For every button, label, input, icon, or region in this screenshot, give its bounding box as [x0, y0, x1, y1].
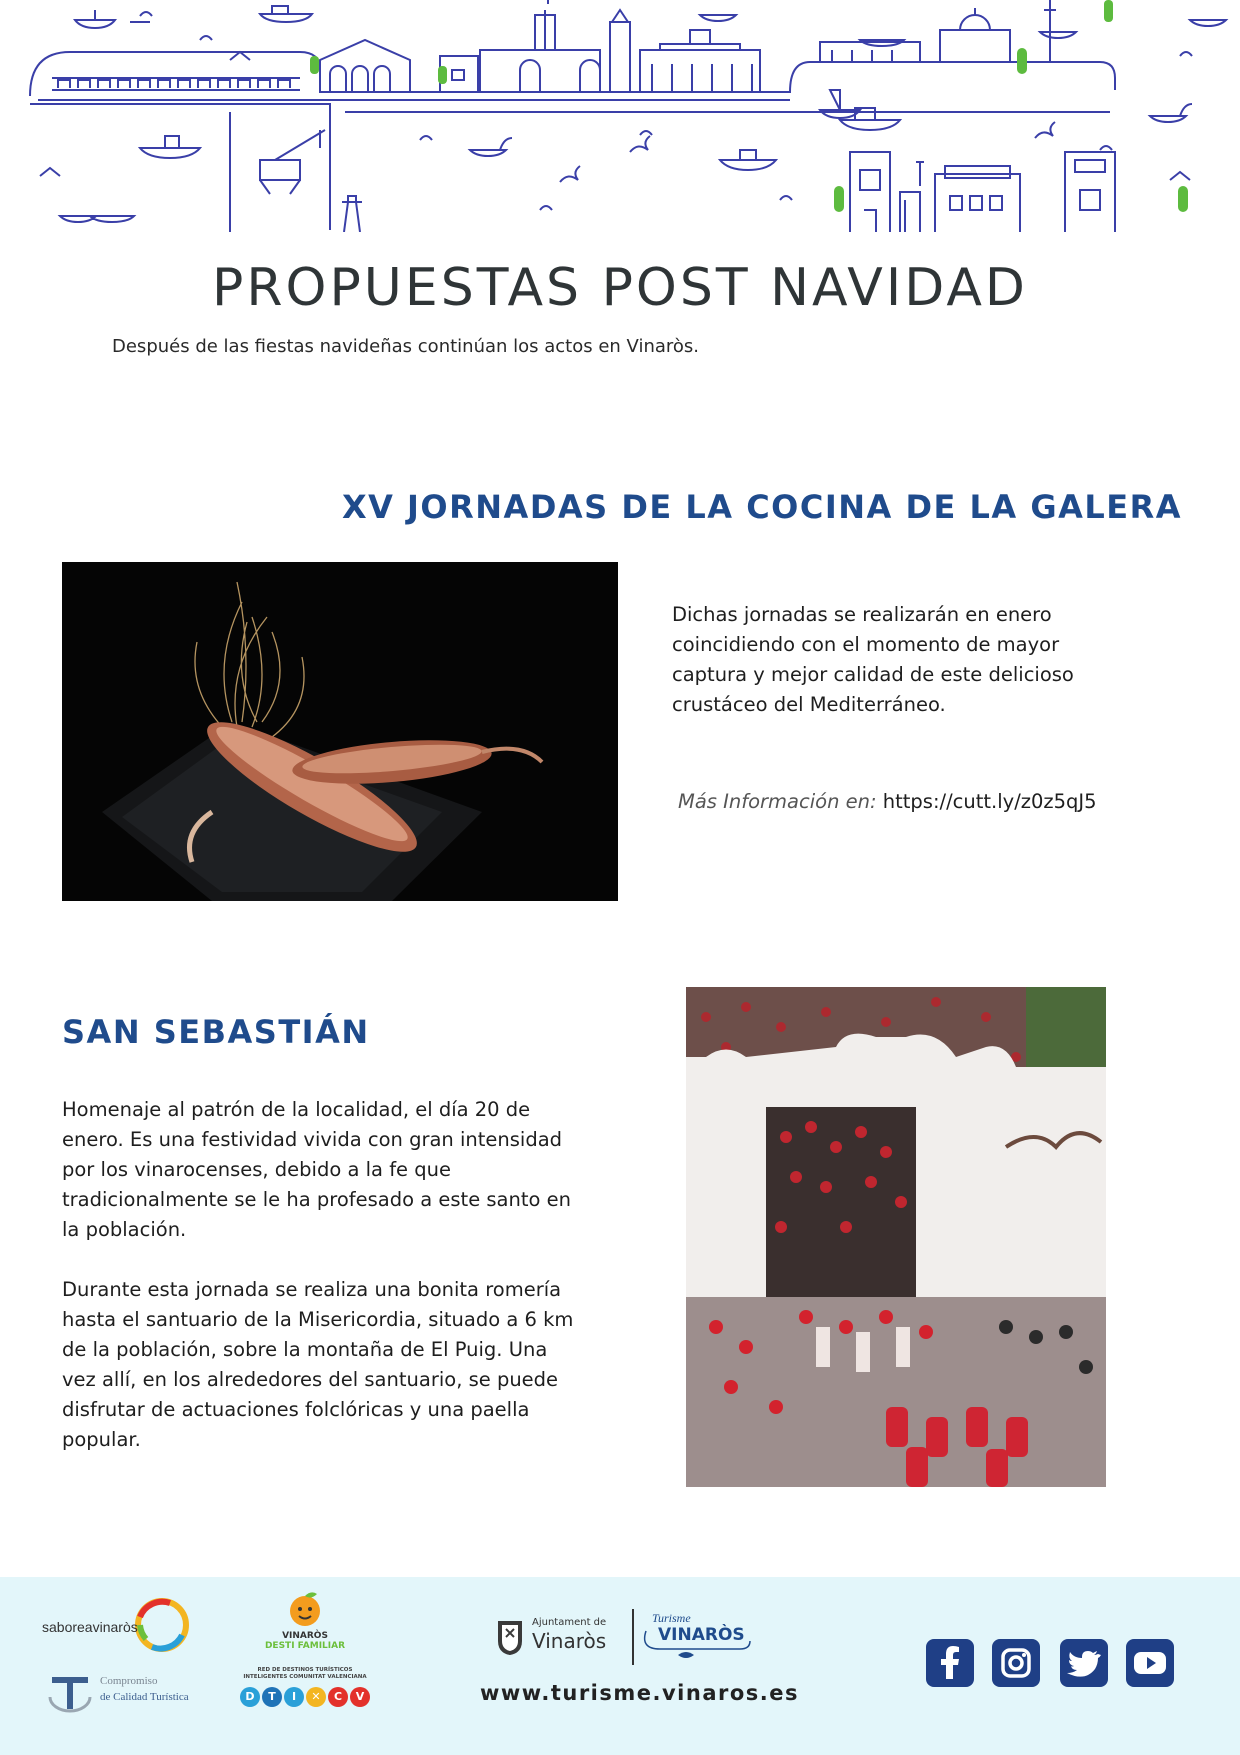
ajuntament-line2: Vinaròs	[532, 1629, 607, 1653]
desti-line2: DESTI FAMILIAR	[264, 1641, 346, 1651]
ajuntament-vinaros-logo	[496, 1615, 626, 1663]
galera-dish-photo	[62, 562, 618, 901]
turisme-line2: VINARÒS	[658, 1625, 745, 1645]
sebastian-section-heading: SAN SEBASTIÁN	[62, 1013, 370, 1051]
instagram-icon[interactable]	[992, 1639, 1040, 1687]
dti-letter-i: I	[284, 1687, 304, 1707]
dti-caption: RED DE DESTINOS TURÍSTICOS INTELIGENTES COMUNITAT VALENCIANA	[243, 1667, 367, 1680]
compromiso-calidad-logo	[48, 1673, 208, 1715]
more-info-line	[678, 790, 1097, 813]
dti-letter-v: V	[350, 1687, 370, 1707]
website-url[interactable]: www.turisme.vinaros.es	[480, 1681, 799, 1705]
dti-letter-x: ✕	[306, 1687, 326, 1707]
dti-letters	[230, 1687, 380, 1707]
desti-line1: VINARÒS	[282, 1631, 328, 1641]
page-title: PROPUESTAS POST NAVIDAD	[212, 258, 1028, 318]
more-info-link[interactable]: https://cutt.ly/z0z5qJ5	[882, 790, 1097, 813]
header-city-illustration	[0, 0, 1240, 232]
sebastian-festival-photo	[686, 987, 1106, 1487]
desti-familiar-logo	[240, 1591, 370, 1661]
youtube-icon[interactable]	[1126, 1639, 1174, 1687]
saborea-vinaros-logo	[42, 1595, 192, 1657]
galera-description: Dichas jornadas se realizarán en enero coincidiendo con el momento de mayor captura y mejor calidad de este delicioso crustáceo del Mediterráneo.	[672, 603, 1074, 716]
compromiso-line1: Compromiso	[100, 1675, 158, 1687]
sebastian-paragraph-2: Durante esta jornada se realiza una bonita romería hasta el santuario de la Misericordia, situado a 6 km de la población, sobre la montaña de El Puig. Una vez allí, en los alrededores del santuario, se puede disfrutar de actuaciones folclóricas y una paella popular.	[62, 1278, 574, 1451]
dti-cv-logo	[230, 1667, 380, 1737]
dti-letter-c: C	[328, 1687, 348, 1707]
sebastian-paragraph-1: Homenaje al patrón de la localidad, el día 20 de enero. Es una festividad vivida con gran intensidad por los vinarocenses, debido a la fe que tradicionalmente se le ha profesado a este santo en la población.	[62, 1098, 571, 1241]
turisme-vinaros-logo	[642, 1611, 752, 1665]
facebook-icon[interactable]	[926, 1639, 974, 1687]
galera-section-heading: XV JORNADAS DE LA COCINA DE LA GALERA	[341, 488, 1182, 526]
intro-text: Después de las fiestas navideñas continúan los actos en Vinaròs.	[112, 336, 700, 357]
dti-letter-d: D	[240, 1687, 260, 1707]
turisme-line1: Turisme	[652, 1611, 691, 1625]
logo-divider	[632, 1609, 634, 1665]
dti-letter-t: T	[262, 1687, 282, 1707]
compromiso-line2: de Calidad Turística	[100, 1691, 189, 1703]
saborea-logo-text: saboreavinaròs	[42, 1619, 138, 1635]
more-info-label: Más Información en:	[678, 790, 877, 813]
footer	[0, 1577, 1240, 1755]
twitter-icon[interactable]	[1060, 1639, 1108, 1687]
ajuntament-line1: Ajuntament de	[532, 1617, 607, 1628]
sebastian-description	[62, 1095, 582, 1455]
